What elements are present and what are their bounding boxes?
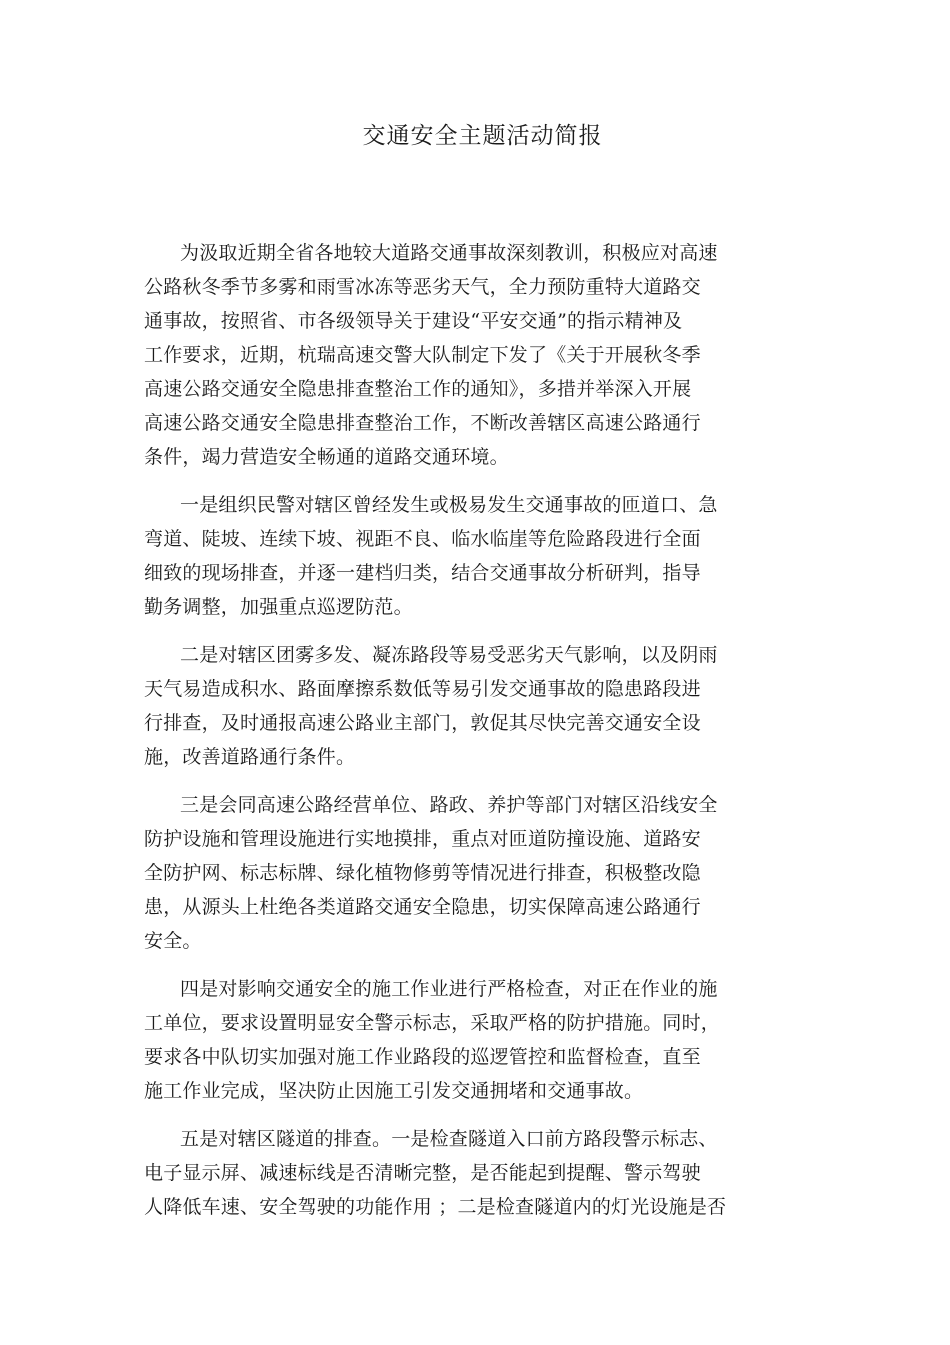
text-line: 工作要求，近期，杭瑞高速交警大队制定下发了《关于开展秋冬季 xyxy=(144,344,701,366)
text-line: 患，从源头上杜绝各类道路交通安全隐患，切实保障高速公路通行 xyxy=(144,896,701,918)
text-line: 天气易造成积水、路面摩擦系数低等易引发交通事故的隐患路段进 xyxy=(144,678,701,700)
text-line: 二是对辖区团雾多发、凝冻路段等易受恶劣天气影响，以及阴雨 xyxy=(180,644,718,666)
text-line: 电子显示屏、减速标线是否清晰完整，是否能起到提醒、警示驾驶 xyxy=(144,1162,701,1184)
text-line: 高速公路交通安全隐患排查整治工作，不断改善辖区高速公路通行 xyxy=(144,412,701,434)
paragraph-intro xyxy=(144,236,794,474)
text-line: 高速公路交通安全隐患排查整治工作的通知》，多措并举深入开展 xyxy=(144,378,692,400)
paragraph-item-2 xyxy=(144,638,794,774)
text-line: 要求各中队切实加强对施工作业路段的巡逻管控和监督检查，直至 xyxy=(144,1046,701,1068)
text-line: 安全。 xyxy=(144,930,202,952)
text-line: 通事故，按照省、市各级领导关于建设“平安交通”的指示精神及 xyxy=(144,310,683,332)
text-line: 行排查，及时通报高速公路业主部门，敦促其尽快完善交通安全设 xyxy=(144,712,701,734)
text-line: 施工作业完成，坚决防止因施工引发交通拥堵和交通事故。 xyxy=(144,1080,644,1102)
text-line: 弯道、陡坡、连续下坡、视距不良、临水临崖等危险路段进行全面 xyxy=(144,528,701,550)
document-title: 交通安全主题活动简报 xyxy=(362,123,603,149)
text-line: 三是会同高速公路经营单位、路政、养护等部门对辖区沿线安全 xyxy=(180,794,718,816)
text-line: 四是对影响交通安全的施工作业进行严格检查，对正在作业的施 xyxy=(180,978,718,1000)
text-line: 条件，竭力营造安全畅通的道路交通环境。 xyxy=(144,446,509,468)
text-line: 工单位，要求设置明显安全警示标志，采取严格的防护措施。同时， xyxy=(144,1012,721,1034)
paragraph-item-3 xyxy=(144,788,794,958)
text-line: 细致的现场排查，并逐一建档归类，结合交通事故分析研判，指导 xyxy=(144,562,701,584)
text-line: 全防护网、标志标牌、绿化植物修剪等情况进行排查，积极整改隐 xyxy=(144,862,701,884)
text-line: 人降低车速、安全驾驶的功能作用 ；二是检查隧道内的灯光设施是否 xyxy=(144,1196,727,1218)
text-line: 一是组织民警对辖区曾经发生或极易发生交通事故的匝道口、急 xyxy=(180,494,718,516)
text-line: 公路秋冬季节多雾和雨雪冰冻等恶劣天气，全力预防重特大道路交 xyxy=(144,276,701,298)
document-body xyxy=(144,236,794,1238)
text-line: 五是对辖区隧道的排查。一是检查隧道入口前方路段警示标志、 xyxy=(180,1128,718,1150)
paragraph-item-1 xyxy=(144,488,794,624)
paragraph-item-5 xyxy=(144,1122,794,1224)
text-line: 勤务调整，加强重点巡逻防范。 xyxy=(144,596,413,618)
text-line: 施，改善道路通行条件。 xyxy=(144,746,356,768)
paragraph-item-4 xyxy=(144,972,794,1108)
text-line: 防护设施和管理设施进行实地摸排，重点对匝道防撞设施、道路安 xyxy=(144,828,701,850)
text-line: 为汲取近期全省各地较大道路交通事故深刻教训，积极应对高速 xyxy=(180,242,718,264)
